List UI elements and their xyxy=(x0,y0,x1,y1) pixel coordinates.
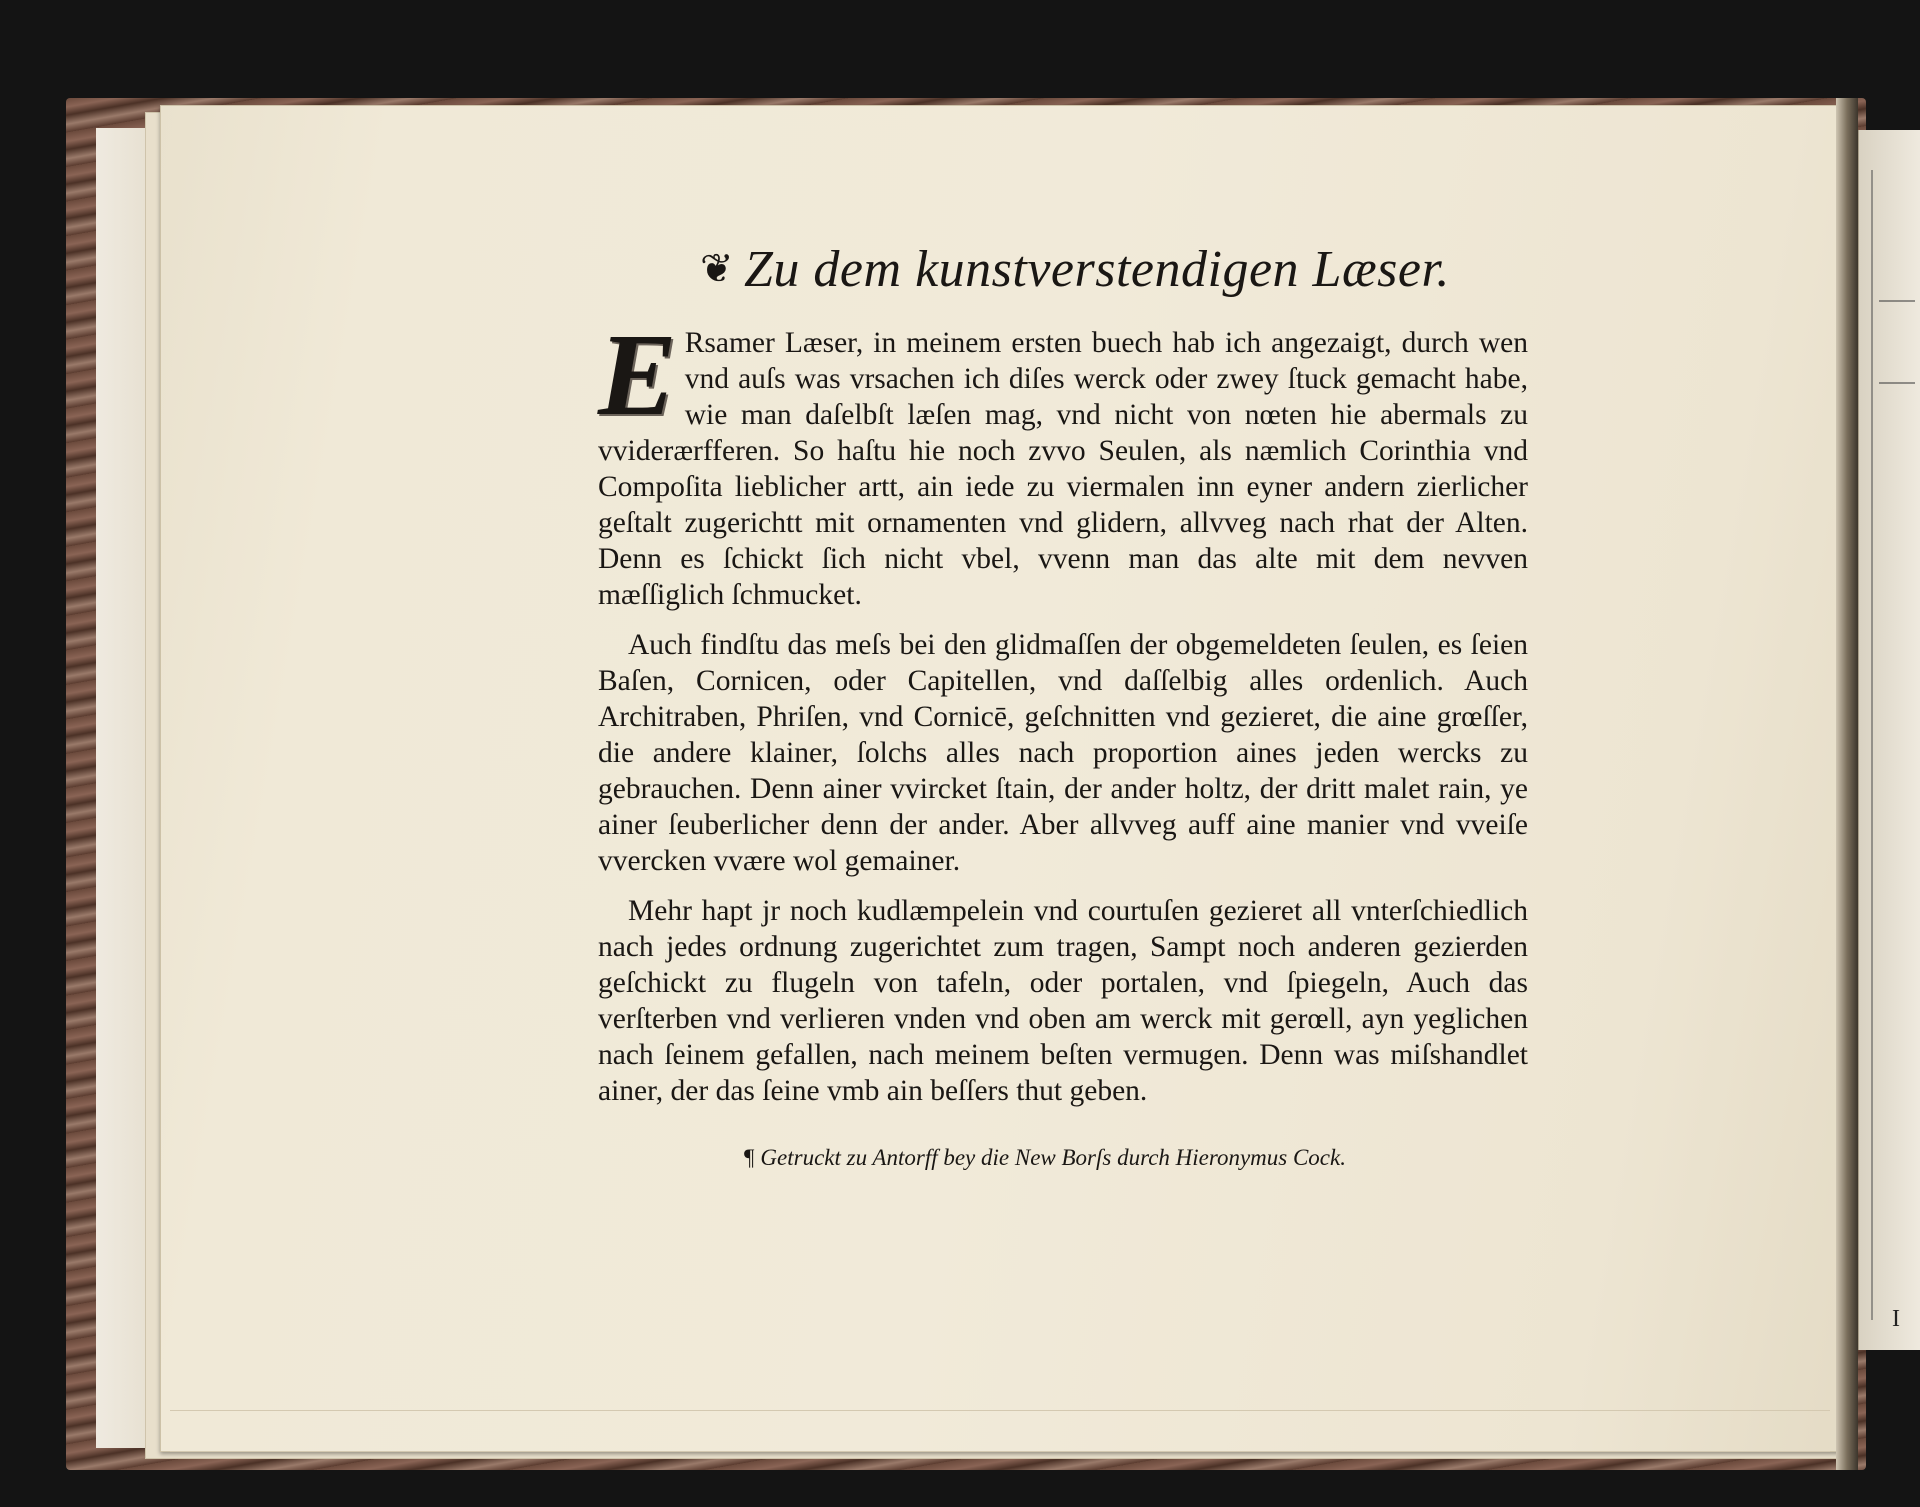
paragraph-1 xyxy=(598,309,1528,613)
pilcrow-icon: ¶ xyxy=(744,1145,755,1170)
colophon-text: Getruckt zu Antorff bey die New Borſs durch Hieronymus Cock. xyxy=(760,1145,1346,1170)
paragraph-1-text: Rsamer Læser, in meinem ersten buech hab ich angezaigt, durch wen vnd auſs was vrsachen ich diſes werck oder zwey ſtuck gemacht habe, wie man daſelbſt læſen mag, vnd nicht von nœten hie abermals zu vviderærfferen. So haſtu hie noch zvvo Seulen, als næmlich Corinthia vnd Compoſita lieblicher artt, ain iede zu viermalen inn eyner andern zierlicher geſtalt zugerichtt mit ornamenten vnd glidern, allvveg nach rhat der Alten. Denn es ſchickt ſich nicht vbel, vvenn man das alte mit dem nevven mæſſiglich ſchmucket. xyxy=(598,327,1528,611)
drop-cap: E xyxy=(598,309,677,440)
title-text: Zu dem kunstverstendigen Læser. xyxy=(744,241,1450,298)
paragraph-3: Mehr hapt jr noch kudlæmpelein vnd courtuſen gezieret all vnterſchiedlich nach jedes ordnung zugerichtet zum tragen, Sampt noch anderen gezierden geſchickt zu flugeln von tafeln, oder portalen, vnd ſpiegeln, Auch das verſterben vnd verlieren vnden vnd oben am werck mit gerœll, ayn yeglichen nach ſeinem gefallen, nach meinem beſten vermugen. Denn was miſshandlet ainer, der das ſeine vmb ain beſſers thut geben. xyxy=(598,895,1528,1107)
paragraph-2: Auch findſtu das meſs bei den glidmaſſen der obgemeldeten ſeulen, es ſeien Baſen, Cornicen, oder Capitellen, vnd daſſelbig alles ordenlich. Auch Architraben, Phriſen, vnd Cornicē, geſchnitten vnd gezieret, die aine grœſſer, die andere klainer, ſolchs alles nach proportion aines jeden wercks zu gebrauchen. Denn ainer vvircket ſtain, der ander holtz, der dritt malet rain, ye ainer ſeuberlicher denn der ander. Aber allvveg auff aine manier vnd vveiſe vvercken vvære wol gemainer. xyxy=(598,629,1528,877)
facing-page xyxy=(1858,130,1920,1350)
book-gutter xyxy=(1836,98,1858,1470)
engraving-fragment xyxy=(1871,170,1920,1320)
text-block xyxy=(598,240,1528,1171)
page-title xyxy=(700,240,1528,299)
colophon xyxy=(744,1145,1528,1171)
page-edges xyxy=(170,1410,1830,1452)
fleuron-icon: ❦ xyxy=(700,246,735,291)
facing-page-folio: I xyxy=(1892,1306,1900,1332)
